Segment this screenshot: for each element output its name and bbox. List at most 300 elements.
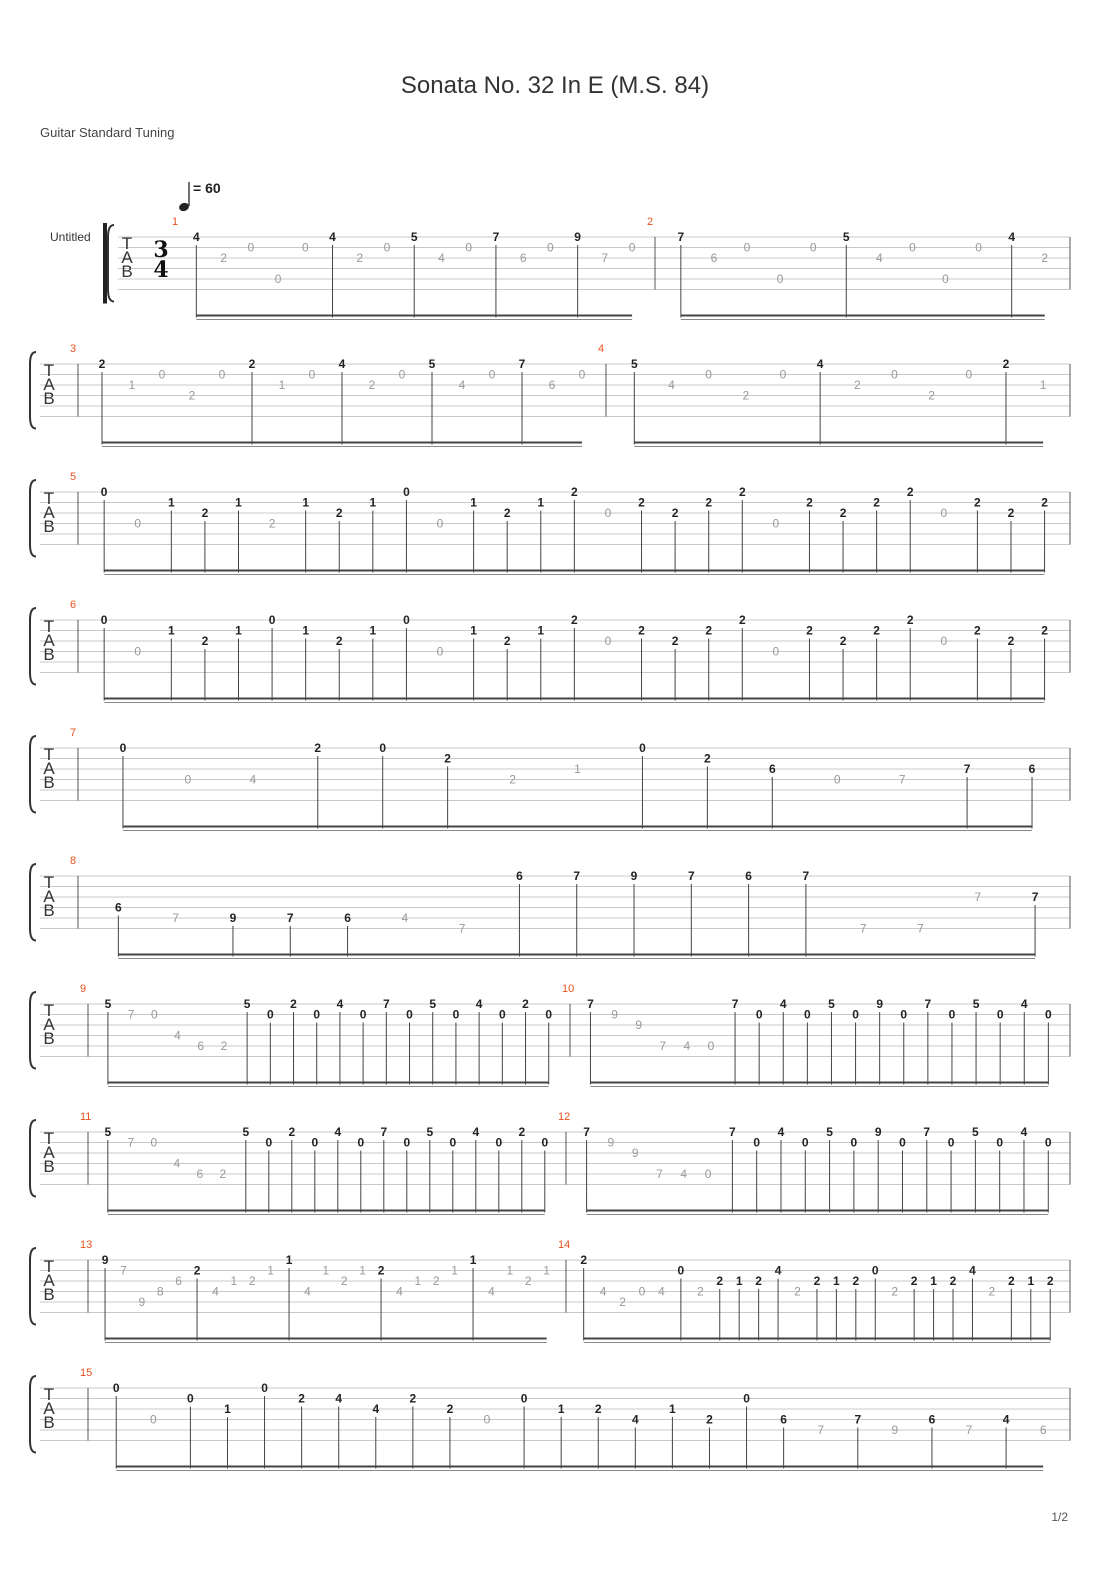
fret-number: 2 bbox=[220, 1039, 228, 1053]
fret-number: 9 bbox=[611, 1007, 618, 1022]
staff-brace bbox=[30, 1376, 36, 1453]
fret-number: 7 bbox=[963, 762, 971, 776]
fret-number: 2 bbox=[716, 1274, 724, 1288]
tab-letter: B bbox=[43, 517, 55, 536]
fret-number: 1 bbox=[669, 1402, 676, 1416]
fret-number: 0 bbox=[311, 1135, 319, 1150]
staff-system bbox=[30, 343, 1070, 447]
fret-number: 4 bbox=[779, 997, 787, 1011]
fret-number: 5 bbox=[429, 997, 437, 1011]
fret-number: 4 bbox=[192, 230, 200, 244]
tab-letter: T bbox=[43, 745, 55, 764]
fret-number: 0 bbox=[753, 1135, 761, 1150]
fret-number: 5 bbox=[826, 1125, 833, 1139]
fret-number: 7 bbox=[656, 1167, 663, 1181]
fret-number: 4 bbox=[488, 1284, 495, 1299]
staff-brace bbox=[30, 480, 36, 557]
tab-letter: A bbox=[43, 375, 55, 394]
fret-number: 0 bbox=[436, 644, 444, 659]
fret-number: 0 bbox=[149, 1412, 157, 1427]
tab-letter: B bbox=[43, 901, 55, 920]
fret-number: 2 bbox=[356, 251, 364, 265]
fret-number: 2 bbox=[705, 495, 713, 510]
fret-number: 0 bbox=[465, 240, 473, 255]
tab-letter: A bbox=[43, 1271, 55, 1290]
fret-number: 0 bbox=[379, 741, 387, 755]
fret-number: 0 bbox=[247, 240, 255, 255]
fret-number: 4 bbox=[816, 357, 824, 371]
fret-number: 4 bbox=[876, 251, 883, 265]
fret-number: 0 bbox=[604, 634, 612, 648]
fret-number: 0 bbox=[833, 772, 841, 787]
fret-number: 2 bbox=[1041, 251, 1049, 265]
fret-number: 0 bbox=[100, 485, 108, 499]
bar-number: 13 bbox=[80, 1239, 93, 1251]
fret-number: 2 bbox=[188, 388, 196, 403]
fret-number: 9 bbox=[574, 230, 581, 244]
fret-number: 2 bbox=[1041, 623, 1048, 638]
fret-number: 0 bbox=[150, 1007, 158, 1022]
fret-number: 6 bbox=[745, 869, 752, 883]
fret-number: 0 bbox=[850, 1135, 858, 1150]
fret-number: 8 bbox=[156, 1284, 164, 1299]
fret-number: 7 bbox=[923, 1125, 931, 1139]
fret-number: 0 bbox=[604, 506, 612, 520]
fret-number: 2 bbox=[755, 1274, 762, 1288]
fret-number: 0 bbox=[483, 1412, 491, 1427]
fret-number: 0 bbox=[677, 1263, 685, 1278]
fret-number: 2 bbox=[335, 634, 343, 648]
tempo-marking bbox=[178, 180, 221, 212]
fret-number: 2 bbox=[248, 1274, 256, 1288]
fret-number: 2 bbox=[794, 1284, 801, 1299]
fret-number: 2 bbox=[524, 1274, 532, 1288]
fret-number: 1 bbox=[302, 495, 310, 510]
fret-number: 4 bbox=[631, 1412, 639, 1427]
system-bracket bbox=[103, 223, 107, 304]
fret-number: 2 bbox=[201, 506, 209, 520]
bar-number: 12 bbox=[558, 1111, 571, 1123]
fret-number: 0 bbox=[891, 367, 898, 382]
fret-number: 2 bbox=[409, 1391, 417, 1406]
fret-number: 2 bbox=[910, 1274, 918, 1288]
fret-number: 4 bbox=[401, 911, 409, 925]
fret-number: 2 bbox=[201, 634, 209, 648]
fret-number: 2 bbox=[638, 495, 645, 510]
fret-number: 4 bbox=[683, 1039, 691, 1053]
fret-number: 4 bbox=[335, 1391, 343, 1406]
fret-number: 0 bbox=[743, 240, 751, 255]
fret-number: 0 bbox=[871, 1263, 879, 1278]
fret-number: 4 bbox=[338, 357, 346, 371]
fret-number: 2 bbox=[571, 613, 578, 627]
fret-number: 2 bbox=[1007, 506, 1015, 520]
fret-number: 1 bbox=[369, 623, 377, 638]
fret-number: 7 bbox=[924, 997, 932, 1011]
fret-number: 4 bbox=[212, 1284, 219, 1299]
fret-number: 0 bbox=[809, 240, 817, 255]
fret-number: 9 bbox=[876, 997, 884, 1011]
fret-number: 0 bbox=[1045, 1007, 1052, 1022]
fret-number: 0 bbox=[639, 741, 646, 755]
staff-system bbox=[30, 855, 1070, 959]
staff-system bbox=[30, 471, 1070, 575]
bar-number: 10 bbox=[562, 983, 575, 995]
fret-number: 9 bbox=[631, 1146, 639, 1160]
fret-number: 2 bbox=[949, 1274, 957, 1288]
fret-number: 0 bbox=[909, 240, 916, 255]
fret-number: 4 bbox=[1008, 230, 1016, 244]
fret-number: 2 bbox=[335, 506, 343, 520]
fret-number: 1 bbox=[451, 1263, 458, 1278]
fret-number: 7 bbox=[382, 997, 390, 1011]
fret-number: 2 bbox=[906, 613, 914, 627]
staff-brace bbox=[30, 1248, 36, 1325]
fret-number: 2 bbox=[446, 1402, 454, 1416]
fret-number: 9 bbox=[630, 869, 638, 883]
fret-number: 6 bbox=[115, 900, 122, 915]
fret-number: 2 bbox=[1041, 495, 1048, 510]
fret-number: 5 bbox=[242, 1125, 250, 1139]
fret-number: 2 bbox=[1002, 357, 1010, 371]
fret-number: 2 bbox=[1007, 634, 1015, 648]
fret-number: 2 bbox=[594, 1402, 602, 1416]
fret-number: 7 bbox=[802, 869, 810, 883]
tab-letter: T bbox=[43, 1129, 55, 1148]
fret-number: 4 bbox=[438, 251, 445, 265]
staff-brace bbox=[30, 352, 36, 429]
staff-system bbox=[30, 1367, 1070, 1471]
fret-number: 0 bbox=[398, 367, 406, 382]
fret-number: 7 bbox=[127, 1135, 135, 1150]
fret-number: 1 bbox=[414, 1274, 422, 1288]
bar-number: 7 bbox=[70, 727, 77, 739]
fret-number: 2 bbox=[806, 495, 813, 510]
tab-letter: T bbox=[43, 489, 55, 508]
fret-number: 6 bbox=[175, 1274, 182, 1288]
fret-number: 0 bbox=[705, 367, 712, 382]
fret-number: 0 bbox=[313, 1007, 321, 1022]
fret-number: 7 bbox=[518, 357, 526, 371]
song-title: Sonata No. 32 In E (M.S. 84) bbox=[400, 72, 710, 99]
fret-number: 1 bbox=[574, 762, 581, 776]
fret-number: 1 bbox=[543, 1263, 550, 1278]
fret-number: 0 bbox=[899, 1135, 906, 1150]
tab-letter: A bbox=[121, 248, 133, 267]
fret-number: 0 bbox=[403, 1135, 411, 1150]
fret-number: 2 bbox=[974, 495, 981, 510]
fret-number: 2 bbox=[571, 485, 578, 499]
tab-letter: T bbox=[43, 617, 55, 636]
fret-number: 5 bbox=[410, 230, 418, 244]
fret-number: 0 bbox=[704, 1167, 712, 1181]
fret-number: 0 bbox=[436, 516, 444, 531]
tab-letter: T bbox=[43, 1385, 55, 1404]
fret-number: 2 bbox=[580, 1253, 588, 1267]
fret-number: 0 bbox=[357, 1135, 365, 1150]
fret-number: 2 bbox=[1008, 1274, 1015, 1288]
tab-letter: B bbox=[43, 1285, 55, 1304]
staff-system bbox=[30, 727, 1070, 831]
tempo-value: = 60 bbox=[193, 180, 221, 196]
fret-number: 1 bbox=[359, 1263, 366, 1278]
bar-number: 11 bbox=[80, 1111, 92, 1123]
tab-letter: A bbox=[43, 1399, 55, 1418]
tab-letter: A bbox=[43, 887, 55, 906]
fret-number: 7 bbox=[729, 1125, 736, 1139]
fret-number: 6 bbox=[196, 1167, 204, 1181]
fret-number: 0 bbox=[359, 1007, 367, 1022]
fret-number: 4 bbox=[599, 1284, 607, 1299]
bar-number: 9 bbox=[80, 983, 87, 995]
fret-number: 0 bbox=[187, 1391, 194, 1406]
tab-letter: A bbox=[43, 631, 55, 650]
fret-number: 6 bbox=[516, 869, 523, 883]
fret-number: 0 bbox=[996, 1007, 1004, 1022]
fret-number: 1 bbox=[930, 1274, 937, 1288]
fret-number: 0 bbox=[406, 1007, 413, 1022]
tab-letter: A bbox=[43, 1143, 55, 1162]
fret-number: 5 bbox=[428, 357, 436, 371]
fret-number: 0 bbox=[383, 240, 391, 255]
fret-number: 4 bbox=[668, 378, 675, 392]
fret-number: 2 bbox=[98, 357, 106, 371]
tuning-label: Guitar Standard Tuning bbox=[40, 125, 175, 140]
fret-number: 5 bbox=[630, 357, 638, 371]
staff-system bbox=[30, 1111, 1070, 1215]
fret-number: 4 bbox=[680, 1167, 688, 1181]
fret-number: 4 bbox=[372, 1402, 380, 1416]
fret-number: 2 bbox=[340, 1274, 348, 1288]
fret-number: 7 bbox=[573, 869, 581, 883]
fret-number: 1 bbox=[224, 1402, 231, 1416]
fret-number: 2 bbox=[839, 634, 847, 648]
fret-number: 4 bbox=[336, 997, 344, 1011]
fret-number: 2 bbox=[704, 751, 711, 766]
fret-number: 1 bbox=[833, 1274, 840, 1288]
tab-letter: B bbox=[43, 389, 55, 408]
tab-letter: B bbox=[43, 1157, 55, 1176]
fret-number: 7 bbox=[677, 230, 685, 244]
fret-number: 0 bbox=[403, 613, 410, 627]
fret-number: 0 bbox=[308, 367, 316, 382]
fret-number: 7 bbox=[120, 1263, 127, 1278]
fret-number: 6 bbox=[710, 251, 718, 265]
fret-number: 0 bbox=[266, 1007, 274, 1022]
fret-number: 5 bbox=[243, 997, 251, 1011]
fret-number: 4 bbox=[458, 378, 466, 392]
fret-number: 4 bbox=[1002, 1412, 1010, 1427]
fret-number: 0 bbox=[274, 272, 282, 286]
fret-number: 0 bbox=[488, 367, 496, 382]
fret-number: 0 bbox=[948, 1007, 956, 1022]
fret-number: 0 bbox=[947, 1135, 955, 1150]
fret-number: 0 bbox=[218, 367, 226, 382]
fret-number: 6 bbox=[1028, 762, 1036, 776]
tab-letter: T bbox=[43, 1257, 55, 1276]
fret-number: 4 bbox=[396, 1284, 403, 1299]
fret-number: 2 bbox=[928, 388, 935, 403]
fret-number: 0 bbox=[119, 741, 127, 755]
tab-letter: A bbox=[43, 1015, 55, 1034]
fret-number: 2 bbox=[853, 378, 861, 392]
fret-number: 2 bbox=[738, 613, 746, 627]
fret-number: 9 bbox=[101, 1253, 109, 1267]
fret-number: 2 bbox=[852, 1274, 860, 1288]
fret-number: 2 bbox=[248, 357, 256, 371]
fret-number: 0 bbox=[268, 613, 276, 627]
fret-number: 9 bbox=[138, 1295, 146, 1309]
fret-number: 1 bbox=[369, 495, 377, 510]
fret-number: 1 bbox=[322, 1263, 330, 1278]
fret-number: 1 bbox=[235, 495, 242, 510]
fret-number: 6 bbox=[1039, 1423, 1047, 1437]
page-number: 1/2 bbox=[1051, 1510, 1068, 1524]
fret-number: 4 bbox=[969, 1263, 976, 1278]
staff-brace bbox=[30, 1120, 36, 1197]
track-name: Untitled bbox=[50, 230, 91, 244]
fret-number: 4 bbox=[1020, 997, 1028, 1011]
fret-number: 7 bbox=[854, 1412, 862, 1427]
bar-number: 1 bbox=[172, 216, 179, 228]
fret-number: 0 bbox=[707, 1039, 715, 1053]
fret-number: 2 bbox=[509, 772, 516, 787]
fret-number: 7 bbox=[687, 869, 695, 883]
fret-number: 0 bbox=[261, 1381, 268, 1395]
fret-number: 1 bbox=[537, 623, 545, 638]
fret-number: 9 bbox=[874, 1125, 882, 1139]
tab-letter: B bbox=[43, 1413, 55, 1432]
fret-number: 0 bbox=[852, 1007, 859, 1022]
fret-number: 0 bbox=[755, 1007, 763, 1022]
fret-number: 2 bbox=[298, 1391, 305, 1406]
fret-number: 9 bbox=[229, 911, 237, 925]
fret-number: 1 bbox=[278, 378, 286, 392]
fret-number: 2 bbox=[873, 623, 880, 638]
fret-number: 2 bbox=[518, 1125, 526, 1139]
tab-letter: B bbox=[121, 262, 133, 281]
fret-number: 1 bbox=[506, 1263, 514, 1278]
tab-letter: B bbox=[43, 645, 55, 664]
fret-number: 0 bbox=[547, 240, 554, 255]
fret-number: 0 bbox=[184, 772, 192, 787]
fret-number: 2 bbox=[503, 506, 511, 520]
staff-brace bbox=[30, 992, 36, 1069]
fret-number: 6 bbox=[768, 762, 776, 776]
fret-number: 1 bbox=[557, 1402, 565, 1416]
fret-number: 2 bbox=[314, 741, 322, 755]
fret-number: 9 bbox=[635, 1018, 643, 1032]
fret-number: 2 bbox=[974, 623, 981, 638]
fret-number: 2 bbox=[219, 1167, 227, 1181]
fret-number: 7 bbox=[659, 1039, 667, 1053]
time-signature: 3 bbox=[153, 237, 169, 263]
fret-number: 2 bbox=[432, 1274, 440, 1288]
bar-number: 4 bbox=[598, 343, 605, 355]
fret-number: 7 bbox=[817, 1423, 825, 1437]
fret-number: 2 bbox=[368, 378, 376, 392]
fret-number: 0 bbox=[449, 1135, 457, 1150]
fret-number: 0 bbox=[265, 1135, 273, 1150]
fret-number: 1 bbox=[1027, 1274, 1035, 1288]
fret-number: 0 bbox=[1044, 1135, 1052, 1150]
fret-number: 2 bbox=[742, 388, 750, 403]
fret-number: 4 bbox=[658, 1284, 665, 1299]
fret-number: 0 bbox=[628, 240, 636, 255]
fret-number: 0 bbox=[158, 367, 166, 382]
bar-number: 8 bbox=[70, 855, 77, 867]
fret-number: 4 bbox=[472, 1125, 480, 1139]
fret-number: 7 bbox=[587, 997, 594, 1011]
fret-number: 7 bbox=[286, 911, 294, 925]
fret-number: 1 bbox=[128, 378, 136, 392]
fret-number: 0 bbox=[498, 1007, 506, 1022]
fret-number: 7 bbox=[380, 1125, 388, 1139]
bar-number: 5 bbox=[70, 471, 77, 483]
fret-number: 0 bbox=[743, 1391, 750, 1406]
fret-number: 4 bbox=[174, 1028, 181, 1043]
fret-number: 2 bbox=[671, 506, 679, 520]
fret-number: 0 bbox=[772, 516, 780, 531]
fret-number: 0 bbox=[975, 240, 982, 255]
bar-number: 2 bbox=[647, 216, 654, 228]
fret-number: 5 bbox=[104, 997, 112, 1011]
fret-number: 1 bbox=[537, 495, 545, 510]
fret-number: 2 bbox=[619, 1295, 626, 1309]
tab-letter: T bbox=[43, 873, 55, 892]
fret-number: 2 bbox=[1046, 1274, 1054, 1288]
fret-number: 2 bbox=[906, 485, 914, 499]
fret-number: 0 bbox=[134, 644, 142, 659]
fret-number: 1 bbox=[470, 495, 477, 510]
fret-number: 0 bbox=[940, 506, 948, 520]
fret-number: 1 bbox=[230, 1274, 238, 1288]
quarter-note-icon bbox=[178, 202, 190, 213]
fret-number: 1 bbox=[470, 623, 477, 638]
staff-system bbox=[30, 983, 1070, 1087]
staff-system bbox=[30, 1239, 1070, 1343]
fret-number: 0 bbox=[541, 1135, 549, 1150]
fret-number: 7 bbox=[974, 890, 982, 904]
fret-number: 6 bbox=[780, 1412, 787, 1427]
fret-number: 6 bbox=[928, 1412, 936, 1427]
fret-number: 7 bbox=[965, 1423, 973, 1437]
fret-number: 9 bbox=[891, 1423, 899, 1437]
fret-number: 4 bbox=[777, 1125, 785, 1139]
fret-number: 7 bbox=[731, 997, 739, 1011]
fret-number: 5 bbox=[104, 1125, 112, 1139]
fret-number: 5 bbox=[972, 1125, 979, 1139]
fret-number: 2 bbox=[706, 1412, 713, 1427]
fret-number: 2 bbox=[988, 1284, 996, 1299]
fret-number: 7 bbox=[917, 921, 924, 936]
fret-number: 0 bbox=[520, 1391, 528, 1406]
fret-number: 2 bbox=[503, 634, 511, 648]
fret-number: 0 bbox=[495, 1135, 503, 1150]
fret-number: 1 bbox=[167, 495, 175, 510]
fret-number: 9 bbox=[607, 1135, 615, 1150]
fret-number: 1 bbox=[267, 1263, 274, 1278]
fret-number: 0 bbox=[804, 1007, 811, 1022]
fret-number: 1 bbox=[469, 1253, 477, 1267]
fret-number: 7 bbox=[458, 921, 466, 936]
fret-number: 0 bbox=[965, 367, 973, 382]
fret-number: 7 bbox=[492, 230, 500, 244]
fret-number: 2 bbox=[220, 251, 227, 265]
fret-number: 0 bbox=[772, 644, 780, 659]
fret-number: 0 bbox=[801, 1135, 809, 1150]
fret-number: 4 bbox=[173, 1156, 181, 1171]
